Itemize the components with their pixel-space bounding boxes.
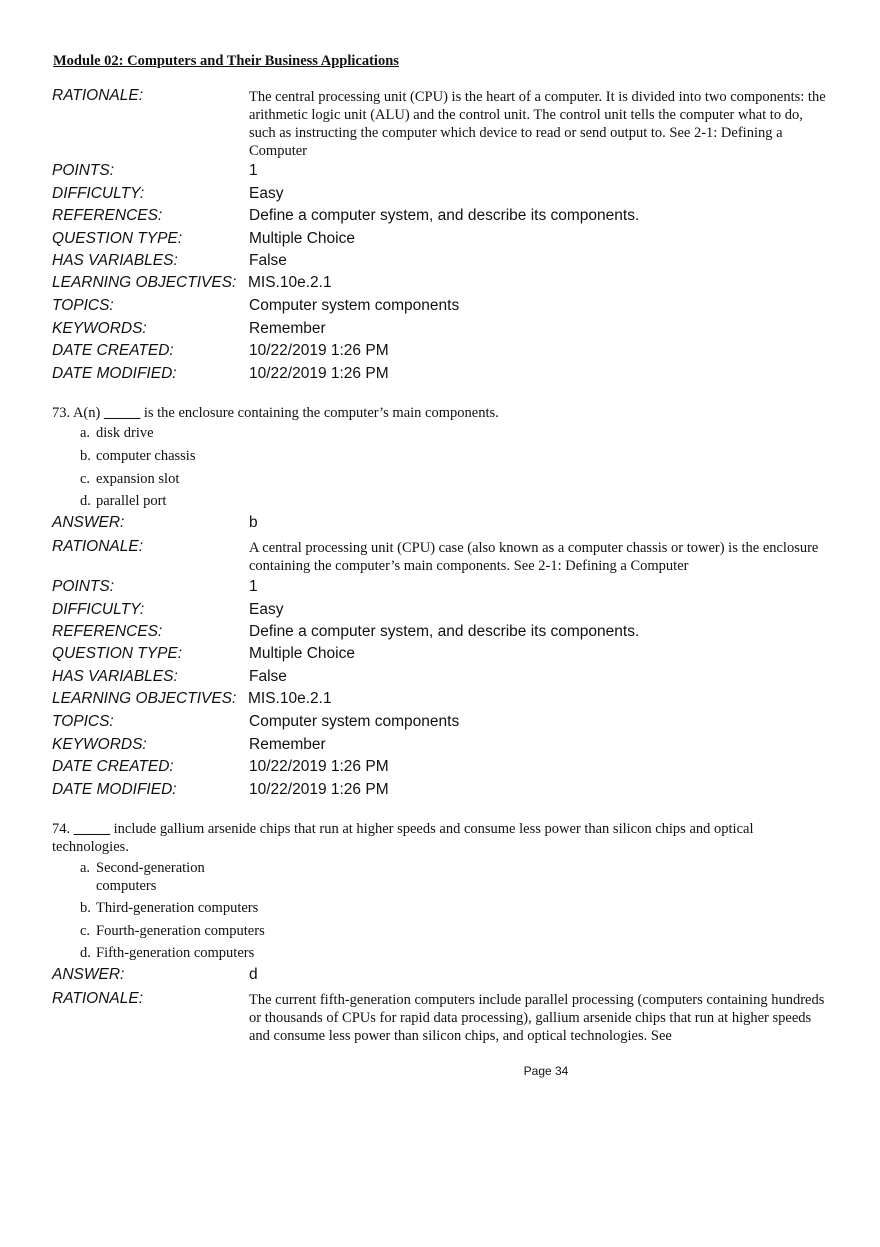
keywords-value: Remember (249, 736, 326, 753)
question-73-choice-b (80, 447, 195, 465)
question-74-suffix: include gallium arsenide chips that run at higher speeds and consume less power than silicon chips and optical technologies. (52, 821, 754, 855)
question-type-value: Multiple Choice (249, 230, 355, 247)
choice-text: expansion slot (96, 471, 180, 487)
date-created-value: 10/22/2019 1:26 PM (249, 758, 389, 775)
question-73-choice-a (80, 424, 154, 442)
choice-letter: d. (80, 945, 91, 961)
references-value: Define a computer system, and describe its components. (249, 623, 640, 640)
rationale-text: The current fifth-generation computers include parallel processing (computers containing hundreds or thousands of CPUs for rapid data processing), gallium arsenide chips that run at higher speeds and consume less power than silicon chips, and optical technologies. See (249, 992, 825, 1044)
question-73-choice-c (80, 470, 179, 488)
question-73-stem (52, 404, 832, 422)
rationale-text: A central processing unit (CPU) case (also known as a computer chassis or tower) is the enclosure containing the computer’s main components. See 2-1: Defining a Computer (249, 540, 819, 574)
question-73-suffix: is the enclosure containing the computer’s main components. (140, 405, 499, 421)
answer-value: d (249, 966, 258, 983)
choice-text: Second-generation computers (96, 860, 205, 894)
choice-letter: b. (80, 448, 91, 464)
rationale-label: RATIONALE: (52, 538, 144, 555)
choice-text: Fifth-generation computers (96, 945, 255, 961)
question-73-choice-d (80, 492, 166, 510)
question-74-prefix: 74. (52, 821, 74, 837)
difficulty-label: DIFFICULTY: (52, 185, 145, 202)
module-title: Module 02: Computers and Their Business Applications (53, 53, 399, 69)
difficulty-label: DIFFICULTY: (52, 601, 145, 618)
references-label: REFERENCES: (52, 623, 163, 640)
date-created-value: 10/22/2019 1:26 PM (249, 342, 389, 359)
learning-objectives-value: MIS.10e.2.1 (248, 690, 332, 707)
rationale-label: RATIONALE: (52, 87, 144, 104)
keywords-label: KEYWORDS: (52, 320, 147, 337)
question-73-blank: _____ (103, 405, 141, 421)
date-created-label: DATE CREATED: (52, 758, 174, 775)
has-variables-value: False (249, 252, 287, 269)
has-variables-label: HAS VARIABLES: (52, 252, 178, 269)
difficulty-value: Easy (249, 601, 284, 618)
question-73-prefix: 73. A(n) (52, 405, 104, 421)
choice-letter: b. (80, 900, 91, 916)
choice-text: computer chassis (96, 448, 196, 464)
points-value: 1 (249, 162, 258, 179)
learning-objectives-label: LEARNING OBJECTIVES: (52, 690, 237, 707)
question-74-stem (52, 820, 832, 856)
keywords-label: KEYWORDS: (52, 736, 147, 753)
choice-letter: a. (80, 425, 91, 441)
choice-letter: a. (80, 860, 91, 876)
question-74-blank: _____ (73, 821, 110, 837)
has-variables-value: False (249, 668, 287, 685)
choice-letter: d. (80, 493, 91, 509)
topics-label: TOPICS: (52, 713, 114, 730)
points-label: POINTS: (52, 578, 115, 595)
date-modified-label: DATE MODIFIED: (52, 781, 177, 798)
question-type-value: Multiple Choice (249, 645, 355, 662)
date-modified-value: 10/22/2019 1:26 PM (249, 365, 389, 382)
references-label: REFERENCES: (52, 207, 163, 224)
learning-objectives-value: MIS.10e.2.1 (248, 274, 332, 291)
choice-text: Third-generation computers (96, 900, 259, 916)
rationale-label: RATIONALE: (52, 990, 144, 1007)
page-number: Page 34 (523, 1064, 569, 1078)
question-type-label: QUESTION TYPE: (52, 230, 183, 247)
has-variables-label: HAS VARIABLES: (52, 668, 178, 685)
question-74-choice-c (80, 922, 265, 940)
choice-letter: c. (80, 471, 91, 487)
question-type-label: QUESTION TYPE: (52, 645, 183, 662)
choice-letter: c. (80, 923, 91, 939)
rationale-text: The central processing unit (CPU) is the heart of a computer. It is divided into two components: the arithmetic logic unit (ALU) and the control unit. The control unit tells the computer what to do, such as instructing the computer which device to read or send output to. See 2-1: Defining a Computer (249, 89, 826, 159)
topics-value: Computer system components (249, 713, 460, 730)
answer-label: ANSWER: (52, 514, 125, 531)
topics-label: TOPICS: (52, 297, 114, 314)
topics-value: Computer system components (249, 297, 460, 314)
choice-text: parallel port (96, 493, 167, 509)
answer-label: ANSWER: (52, 966, 125, 983)
date-modified-value: 10/22/2019 1:26 PM (249, 781, 389, 798)
points-value: 1 (249, 578, 258, 595)
choice-text: disk drive (96, 425, 154, 441)
answer-value: b (249, 514, 258, 531)
question-74-choice-b (80, 899, 258, 917)
date-modified-label: DATE MODIFIED: (52, 365, 177, 382)
references-value: Define a computer system, and describe its components. (249, 207, 640, 224)
points-label: POINTS: (52, 162, 115, 179)
difficulty-value: Easy (249, 185, 284, 202)
learning-objectives-label: LEARNING OBJECTIVES: (52, 274, 237, 291)
keywords-value: Remember (249, 320, 326, 337)
choice-text: Fourth-generation computers (96, 923, 265, 939)
question-74-choice-a (80, 859, 221, 895)
date-created-label: DATE CREATED: (52, 342, 174, 359)
question-74-choice-d (80, 944, 254, 962)
